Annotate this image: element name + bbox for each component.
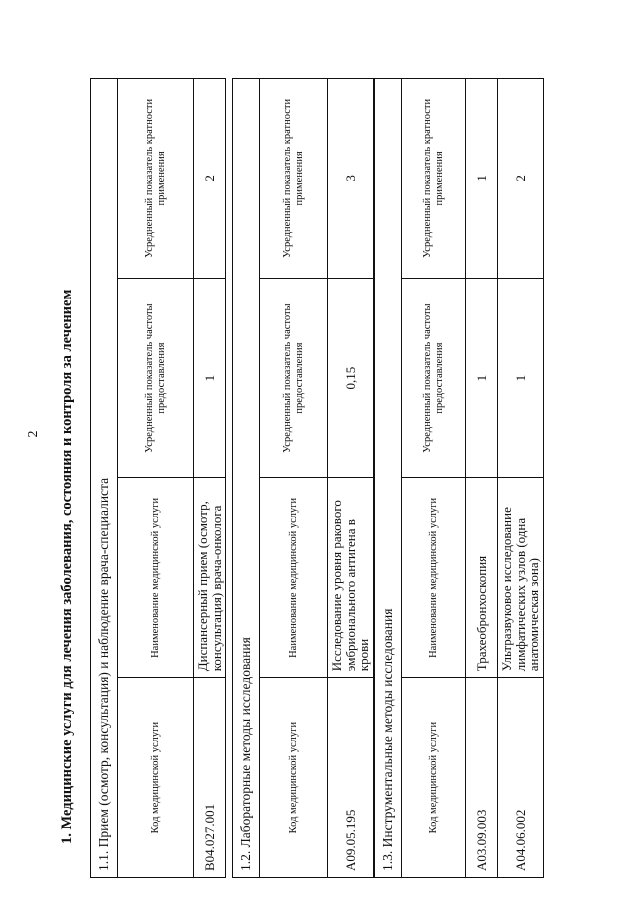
table-row — [194, 79, 226, 878]
table-wrapper-consultation — [90, 78, 226, 878]
service-code: A09.05.195 — [328, 678, 374, 878]
table-wrapper-instrumental — [374, 78, 544, 878]
table-row — [498, 79, 544, 878]
table-title: 1.3. Инструментальные методы исследования — [375, 79, 402, 878]
table-title: 1.2. Лабораторные методы исследования — [233, 79, 260, 878]
multiplicity-value: 1 — [466, 79, 498, 279]
column-header-frequency: Усредненный показатель частоты предоставления — [118, 278, 194, 478]
services-table-instrumental — [374, 78, 544, 878]
table-wrapper-laboratory — [232, 78, 374, 878]
column-header-name: Наименование медицинской услуги — [118, 478, 194, 678]
table-title: 1.1. Прием (осмотр, консультация) и наблюдение врача-специалиста — [91, 79, 118, 878]
column-header-name: Наименование медицинской услуги — [260, 478, 328, 678]
column-header-name: Наименование медицинской услуги — [402, 478, 466, 678]
column-header-code: Код медицинской услуги — [260, 678, 328, 878]
frequency-value: 0,15 — [328, 278, 374, 478]
column-header-frequency: Усредненный показатель частоты предоставления — [260, 278, 328, 478]
table-row — [466, 79, 498, 878]
services-table-laboratory — [232, 78, 374, 878]
page-number: 2 — [26, 430, 41, 438]
multiplicity-value: 2 — [498, 79, 544, 279]
column-header-code: Код медицинской услуги — [118, 678, 194, 878]
column-header-multiplicity: Усредненный показатель кратности применения — [260, 79, 328, 279]
column-header-code: Код медицинской услуги — [402, 678, 466, 878]
service-code: A03.09.003 — [466, 678, 498, 878]
service-name: Ультразвуковое исследование лимфатических узлов (одна анатомическая зона) — [498, 478, 544, 678]
multiplicity-value: 3 — [328, 79, 374, 279]
service-code: A04.06.002 — [498, 678, 544, 878]
frequency-value: 1 — [498, 278, 544, 478]
service-name: Диспансерный прием (осмотр, консультация) врача-онколога — [194, 478, 226, 678]
frequency-value: 1 — [194, 278, 226, 478]
service-code: B04.027.001 — [194, 678, 226, 878]
section-heading: 1. Медицинские услуги для лечения заболевания, состояния и контроля за лечением — [59, 289, 75, 844]
frequency-value: 1 — [466, 278, 498, 478]
service-name: Трахеобронхоскопия — [466, 478, 498, 678]
column-header-multiplicity: Усредненный показатель кратности применения — [402, 79, 466, 279]
multiplicity-value: 2 — [194, 79, 226, 279]
services-table-consultation — [90, 78, 226, 878]
column-header-multiplicity: Усредненный показатель кратности применения — [118, 79, 194, 279]
column-header-frequency: Усредненный показатель частоты предоставления — [402, 278, 466, 478]
service-name: Исследование уровня ракового эмбрионального антигена в крови — [328, 478, 374, 678]
table-row — [328, 79, 374, 878]
